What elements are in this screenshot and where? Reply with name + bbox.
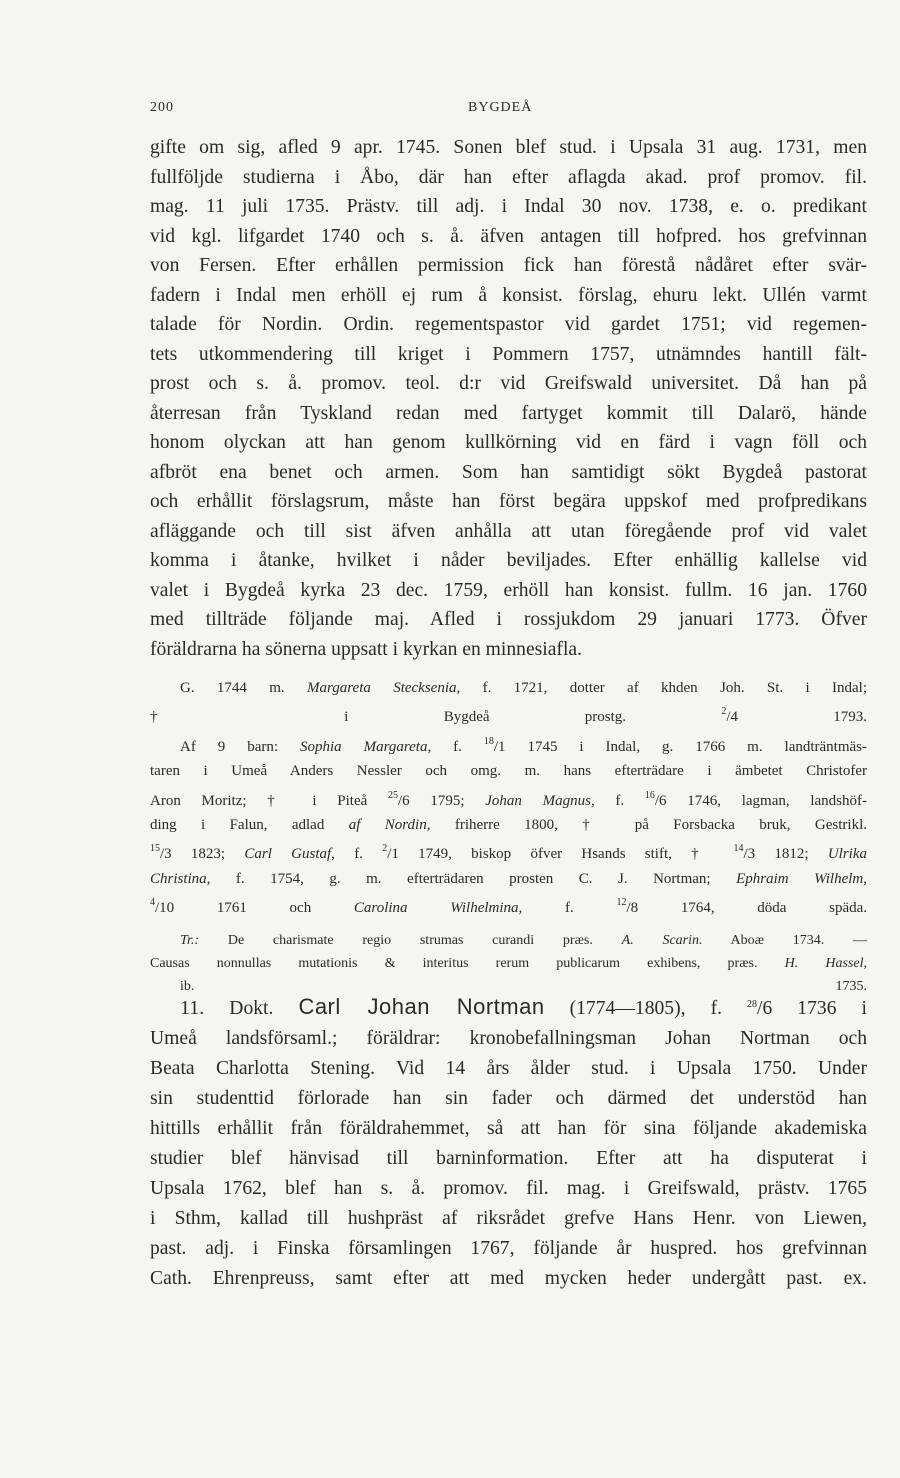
note-line: $^4$/10 1761 och Carolina Wilhelmina, f. $^{12}$/8 1764, döda späda. (150, 897, 868, 917)
entry-name: Carl Johan Nortman (298, 994, 545, 1019)
note-works (150, 929, 867, 998)
text-line: Beata Charlotta Stening. Vid 14 års ålder stud. i Upsala 1750. Under (150, 1058, 867, 1079)
text-line: sin studenttid förlorade han sin fader och därmed det understöd han (150, 1088, 867, 1109)
note-line: Christina, f. 1754, g. m. efterträdaren prosten C. J. Nortman; Ephraim Wilhelm, (150, 870, 867, 887)
text-line: och erhållit förslagsrum, måste han först begära uppskof med profpredikans (150, 491, 867, 512)
note-line: $^{15}$/3 1823; Carl Gustaf, f. $^2$/1 1749, biskop öfver Hsands stift, † $^{14}$/3 1812; Ulrika (150, 843, 867, 863)
page-header (150, 100, 867, 120)
text-line: valet i Bygdeå kyrka 23 dec. 1759, erhöll han konsist. fullm. 16 jan. 1760 (150, 579, 867, 601)
footnotes (150, 676, 867, 998)
text-line: komma i åtanke, hvilket i nåder beviljades. Efter enhällig kallelse vid (150, 550, 867, 571)
note-line: Af 9 barn: Sophia Margareta, f. $^{18}$/1 1745 i Indal, g. 1766 m. landträntmäs- (180, 735, 868, 755)
entry-number: 11. (180, 997, 205, 1019)
text-line: talade för Nordin. Ordin. regementspastor vid gardet 1751; vid regemen- (150, 314, 867, 335)
text-line: afläggande och till sist äfven anhålla att utan föregående prof vid valet (150, 520, 867, 542)
note-line: Causas nonnullas mutationis & interitus rerum publicarum exhibens, præs. H. Hassel, (150, 955, 867, 971)
text-line: von Fersen. Efter erhållen permission fick han förestå nådåret efter svär- (150, 255, 867, 276)
text-line: Umeå landsförsaml.; föräldrar: kronobefallningsman Johan Nortman och (150, 1028, 867, 1049)
text-line: Cath. Ehrenpreuss, samt efter att med mycken heder undergått past. ex. (150, 1268, 867, 1289)
note-line: † i Bygdeå prostg. $^2$/4 1793. (150, 706, 867, 726)
text-line: vid kgl. lifgardet 1740 och s. å. äfven antagen till hofpred. hos grefvinnan (150, 225, 867, 247)
note-line: Tr.: De charismate regio strumas curandi præs. A. Scarin. Aboæ 1734. — (180, 932, 867, 948)
note-line: G. 1744 m. Margareta Stecksenia, f. 1721, dotter af khden Joh. St. i Indal; (180, 680, 867, 696)
text-line: past. adj. i Finska församlingen 1767, följande år huspred. hos grefvinnan (150, 1238, 867, 1259)
note-children (150, 730, 867, 921)
main-text (150, 133, 867, 998)
text-line: i Sthm, kallad till hushpräst af riksrådet grefve Hans Henr. von Liewen, (150, 1208, 867, 1229)
running-title: BYGDEÅ (468, 100, 533, 115)
entry-heading-line: 11. Dokt. Carl Johan Nortman (1774—1805), f. $^{28}$/6 1736 i (180, 994, 867, 1019)
text-line: Upsala 1762, blef han s. å. promov. fil. mag. i Greifswald, prästv. 1765 (150, 1178, 867, 1199)
text-line: med tillträde följande maj. Afled i rossjukdom 29 januari 1773. Öfver (150, 609, 867, 630)
text-line: fullföljde studierna i Åbo, där han efter aflagda akad. prof promov. fil. (150, 166, 867, 188)
text-line: fadern i Indal men erhöll ej rum å konsist. förslag, ehuru lekt. Ullén varmt (150, 284, 867, 306)
text-line: återresan från Tyskland redan med fartyget kommit till Dalarö, hände (150, 402, 867, 424)
text-line: föräldrarna ha sönerna uppsatt i kyrkan en minnesiafla. (150, 638, 582, 660)
note-line: ib. 1735. (180, 978, 867, 994)
note-line: Aron Moritz; † i Piteå $^{25}$/6 1795; Johan Magnus, f. $^{16}$/6 1746, lagman, landshöf- (150, 789, 867, 809)
paragraph-nordin (150, 133, 867, 664)
entry-11-nortman (150, 990, 867, 1294)
note-marriage (150, 676, 867, 730)
text-line: studier blef hänvisad till barninformation. Efter att ha disputerat i (150, 1148, 867, 1169)
note-line: ding i Falun, adlad af Nordin, friherre 1800, † på Forsbacka bruk, Gestrikl. (150, 817, 868, 834)
text-line: prost och s. å. promov. teol. d:r vid Greifswald universitet. Då han på (150, 373, 867, 394)
text-line: hittills erhållit från föräldrahemmet, så att han för sina följande akademiska (150, 1118, 867, 1139)
text-line: gifte om sig, afled 9 apr. 1745. Sonen blef stud. i Upsala 31 aug. 1731, men (150, 137, 867, 158)
text-line: tets utkommendering till kriget i Pommern 1757, utnämndes hantill fält- (150, 343, 867, 365)
text-line: mag. 11 juli 1735. Prästv. till adj. i Indal 30 nov. 1738, e. o. predikant (150, 196, 867, 217)
note-line: taren i Umeå Anders Nessler och omg. m. hans efterträdare i ämbetet Christofer (150, 763, 867, 780)
text-line: afbröt ena benet och armen. Som han samtidigt sökt Bygdeå pastorat (150, 461, 867, 483)
text-line: honom olyckan att han genom kullkörning vid en färd i vagn föll och (150, 432, 867, 453)
page-number: 200 (150, 100, 174, 115)
